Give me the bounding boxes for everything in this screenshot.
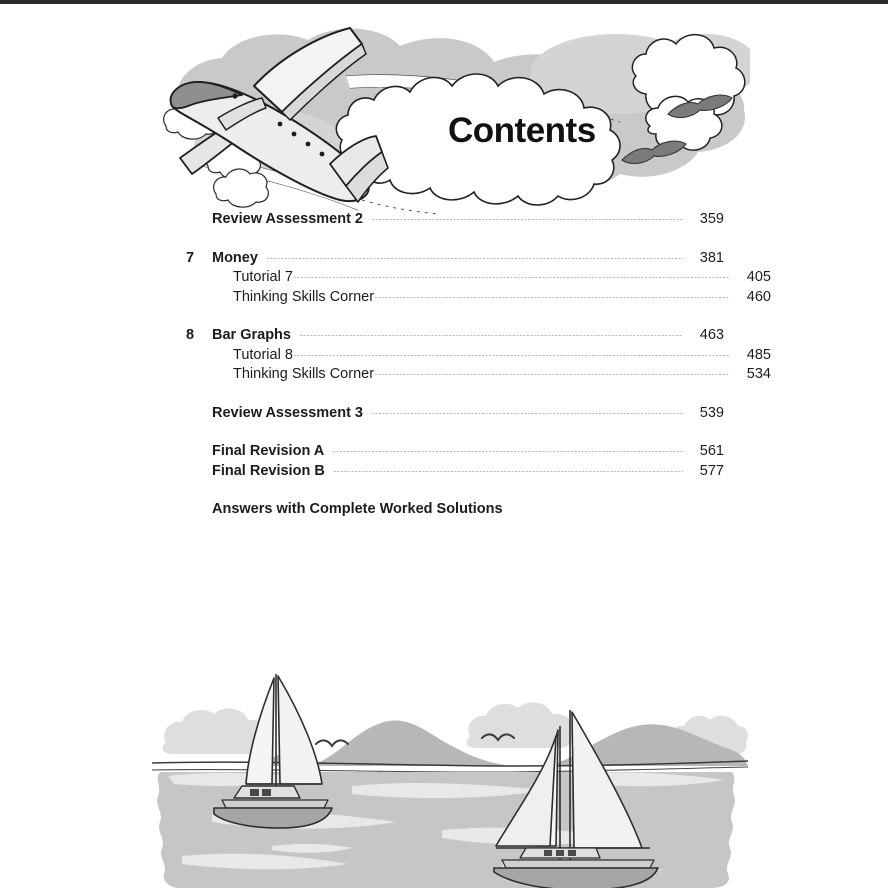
toc-leader [375, 297, 730, 298]
toc-entry-label: Review Assessment 3 [212, 404, 363, 421]
toc-entry[interactable] [186, 328, 724, 343]
toc-leader [512, 509, 683, 510]
page-title: Contents [448, 111, 596, 150]
toc-entry[interactable] [186, 464, 724, 479]
toc-entry-label: Final Revision B [212, 462, 325, 479]
toc-entry-label: Review Assessment 2 [212, 211, 363, 227]
toc-entry-number: 7 [186, 249, 195, 266]
toc-entry[interactable] [186, 251, 724, 266]
toc-gap [186, 420, 724, 444]
toc-entry-label: Thinking Skills Corner [233, 366, 375, 382]
toc-gap [186, 382, 724, 406]
toc-leader [333, 451, 683, 452]
toc-gap [186, 304, 724, 328]
toc-leader [375, 374, 730, 375]
toc-entry[interactable] [186, 212, 724, 227]
toc-entry-label: Answers with Complete Worked Solutions [212, 501, 503, 517]
toc-entry-label: Tutorial 8 [233, 346, 293, 363]
toc-leader [334, 471, 683, 472]
toc-entry-label: Bar Graphs [212, 327, 291, 343]
toc-entry-page: 359 [699, 211, 724, 227]
toc-entry[interactable] [186, 367, 771, 382]
toc-leader [372, 413, 683, 414]
toc-entry[interactable] [186, 270, 771, 285]
toc-entry-label: Final Revision A [212, 443, 325, 459]
toc-leader [372, 219, 683, 220]
toc-leader [294, 277, 730, 278]
table-of-contents [186, 211, 771, 517]
toc-entry-page: 534 [746, 366, 771, 382]
toc-gap [186, 478, 724, 502]
toc-entry-page: 539 [699, 404, 724, 421]
toc-entry[interactable] [186, 406, 724, 421]
toc-entry-page: 405 [746, 269, 771, 285]
toc-entry-page: 577 [699, 462, 724, 479]
toc-entry[interactable] [186, 290, 771, 305]
toc-entry-page: 460 [746, 288, 771, 305]
toc-leader [294, 355, 730, 356]
toc-entry-page: 561 [699, 443, 724, 459]
toc-entry[interactable] [186, 444, 724, 459]
footer-illustration [152, 650, 748, 888]
toc-entry-page: 463 [699, 327, 724, 343]
seagull-icon-left [316, 740, 348, 746]
horizon-line-2 [152, 767, 748, 772]
toc-entry[interactable] [186, 348, 771, 363]
scan-edge-band [0, 0, 888, 4]
toc-leader [267, 258, 683, 259]
toc-entry-label: Tutorial 7 [233, 269, 293, 285]
toc-entry-number: 8 [186, 327, 195, 343]
toc-entry-page: 485 [746, 346, 771, 363]
toc-entry-page: 381 [699, 249, 724, 266]
toc-leader [300, 335, 683, 336]
toc-entry-label: Money [212, 249, 258, 266]
toc-entry[interactable] [186, 502, 724, 517]
toc-entry-label: Thinking Skills Corner [233, 288, 375, 305]
toc-gap [186, 227, 724, 251]
